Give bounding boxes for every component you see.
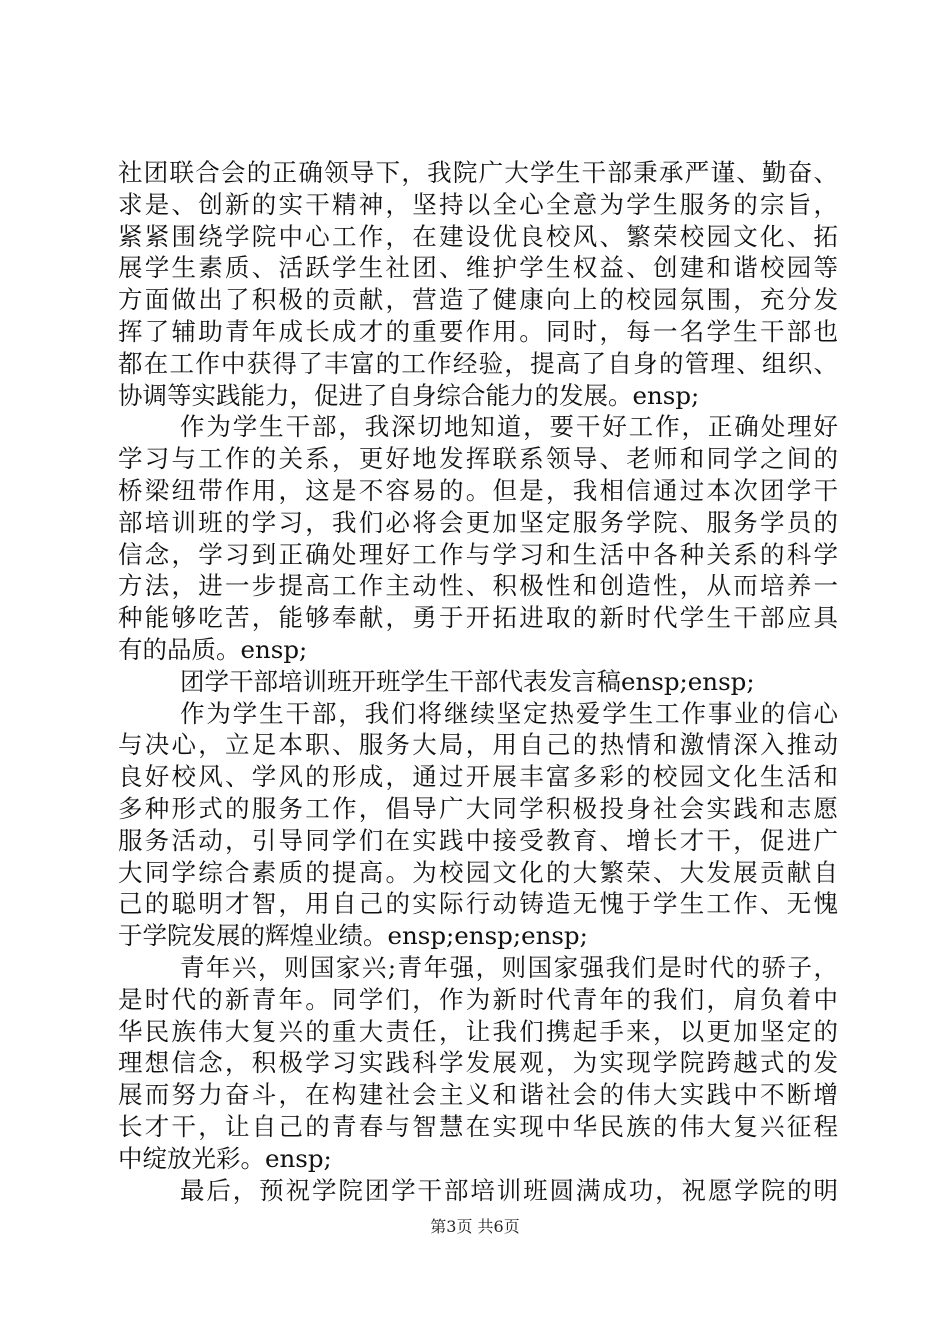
page-number-footer: 第3页 共6页: [430, 1217, 520, 1236]
text-line: 协调等实践能力，促进了自身综合能力的发展。ensp;: [118, 380, 700, 410]
text-line: 方法，进一步提高工作主动性、积极性和创造性，从而培养一: [118, 571, 838, 601]
text-line: 求是、创新的实干精神，坚持以全心全意为学生服务的宗旨，: [118, 189, 838, 219]
text-line: 与决心，立足本职、服务大局，用自己的热情和激情深入推动: [118, 730, 838, 760]
text-line: 信念，学习到正确处理好工作与学习和生活中各种关系的科学: [118, 539, 838, 569]
text-line: 长才干，让自己的青春与智慧在实现中华民族的伟大复兴征程: [118, 1111, 838, 1141]
text-line: 学习与工作的关系，更好地发挥联系领导、老师和同学之间的: [118, 444, 838, 474]
text-line: 社团联合会的正确领导下，我院广大学生干部秉承严谨、勤奋、: [118, 158, 838, 187]
paragraph-2: [118, 411, 838, 665]
text-line: 挥了辅助青年成长成才的重要作用。同时，每一名学生干部也: [118, 316, 838, 346]
paragraph-6: [118, 1175, 838, 1207]
text-line: 方面做出了积极的贡献，营造了健康向上的校园氛围，充分发: [118, 285, 838, 315]
text-line: 团学干部培训班开班学生干部代表发言稿ensp;ensp;: [180, 666, 755, 696]
text-line: 是时代的新青年。同学们，作为新时代青年的我们，肩负着中: [118, 984, 838, 1014]
text-line: 己的聪明才智，用自己的实际行动铸造无愧于学生工作、无愧: [118, 889, 838, 919]
text-line: 于学院发展的辉煌业绩。ensp;ensp;ensp;: [118, 921, 588, 951]
text-line: 多种形式的服务工作，倡导广大同学积极投身社会实践和志愿: [118, 793, 838, 823]
text-line: 展学生素质、活跃学生社团、维护学生权益、创建和谐校园等: [118, 253, 838, 283]
text-line: 种能够吃苦，能够奉献，勇于开拓进取的新时代学生干部应具: [118, 603, 838, 633]
paragraph-3: [118, 666, 838, 698]
paragraph-5: [118, 952, 838, 1175]
text-line: 大同学综合素质的提高。为校园文化的大繁荣、大发展贡献自: [118, 857, 838, 887]
text-line: 最后，预祝学院团学干部培训班圆满成功，祝愿学院的明: [180, 1175, 838, 1205]
text-line: 理想信念，积极学习实践科学发展观，为实现学院跨越式的发: [118, 1048, 838, 1078]
text-line: 良好校风、学风的形成，通过开展丰富多彩的校园文化生活和: [118, 762, 838, 792]
text-line: 部培训班的学习，我们必将会更加坚定服务学院、服务学员的: [118, 507, 838, 537]
text-line: 有的品质。ensp;: [118, 634, 308, 664]
text-line: 紧紧围绕学院中心工作，在建设优良校风、繁荣校园文化、拓: [118, 221, 838, 251]
paragraph-4: [118, 698, 838, 952]
text-line: 作为学生干部，我们将继续坚定热爱学生工作事业的信心: [180, 698, 838, 728]
text-line: 华民族伟大复兴的重大责任，让我们携起手来，以更加坚定的: [118, 1016, 838, 1046]
text-line: 展而努力奋斗，在构建社会主义和谐社会的伟大实践中不断增: [118, 1080, 838, 1110]
text-line: 中绽放光彩。ensp;: [118, 1143, 332, 1173]
text-line: 都在工作中获得了丰富的工作经验，提高了自身的管理、组织、: [118, 348, 838, 378]
document-body: [118, 157, 838, 1206]
paragraph-1: [118, 157, 838, 411]
text-line: 青年兴，则国家兴;青年强，则国家强我们是时代的骄子，: [180, 952, 838, 982]
text-line: 服务活动，引导同学们在实践中接受教育、增长才干，促进广: [118, 825, 838, 855]
text-line: 桥梁纽带作用，这是不容易的。但是，我相信通过本次团学干: [118, 475, 838, 505]
text-line: 作为学生干部，我深切地知道，要干好工作，正确处理好: [180, 412, 838, 442]
